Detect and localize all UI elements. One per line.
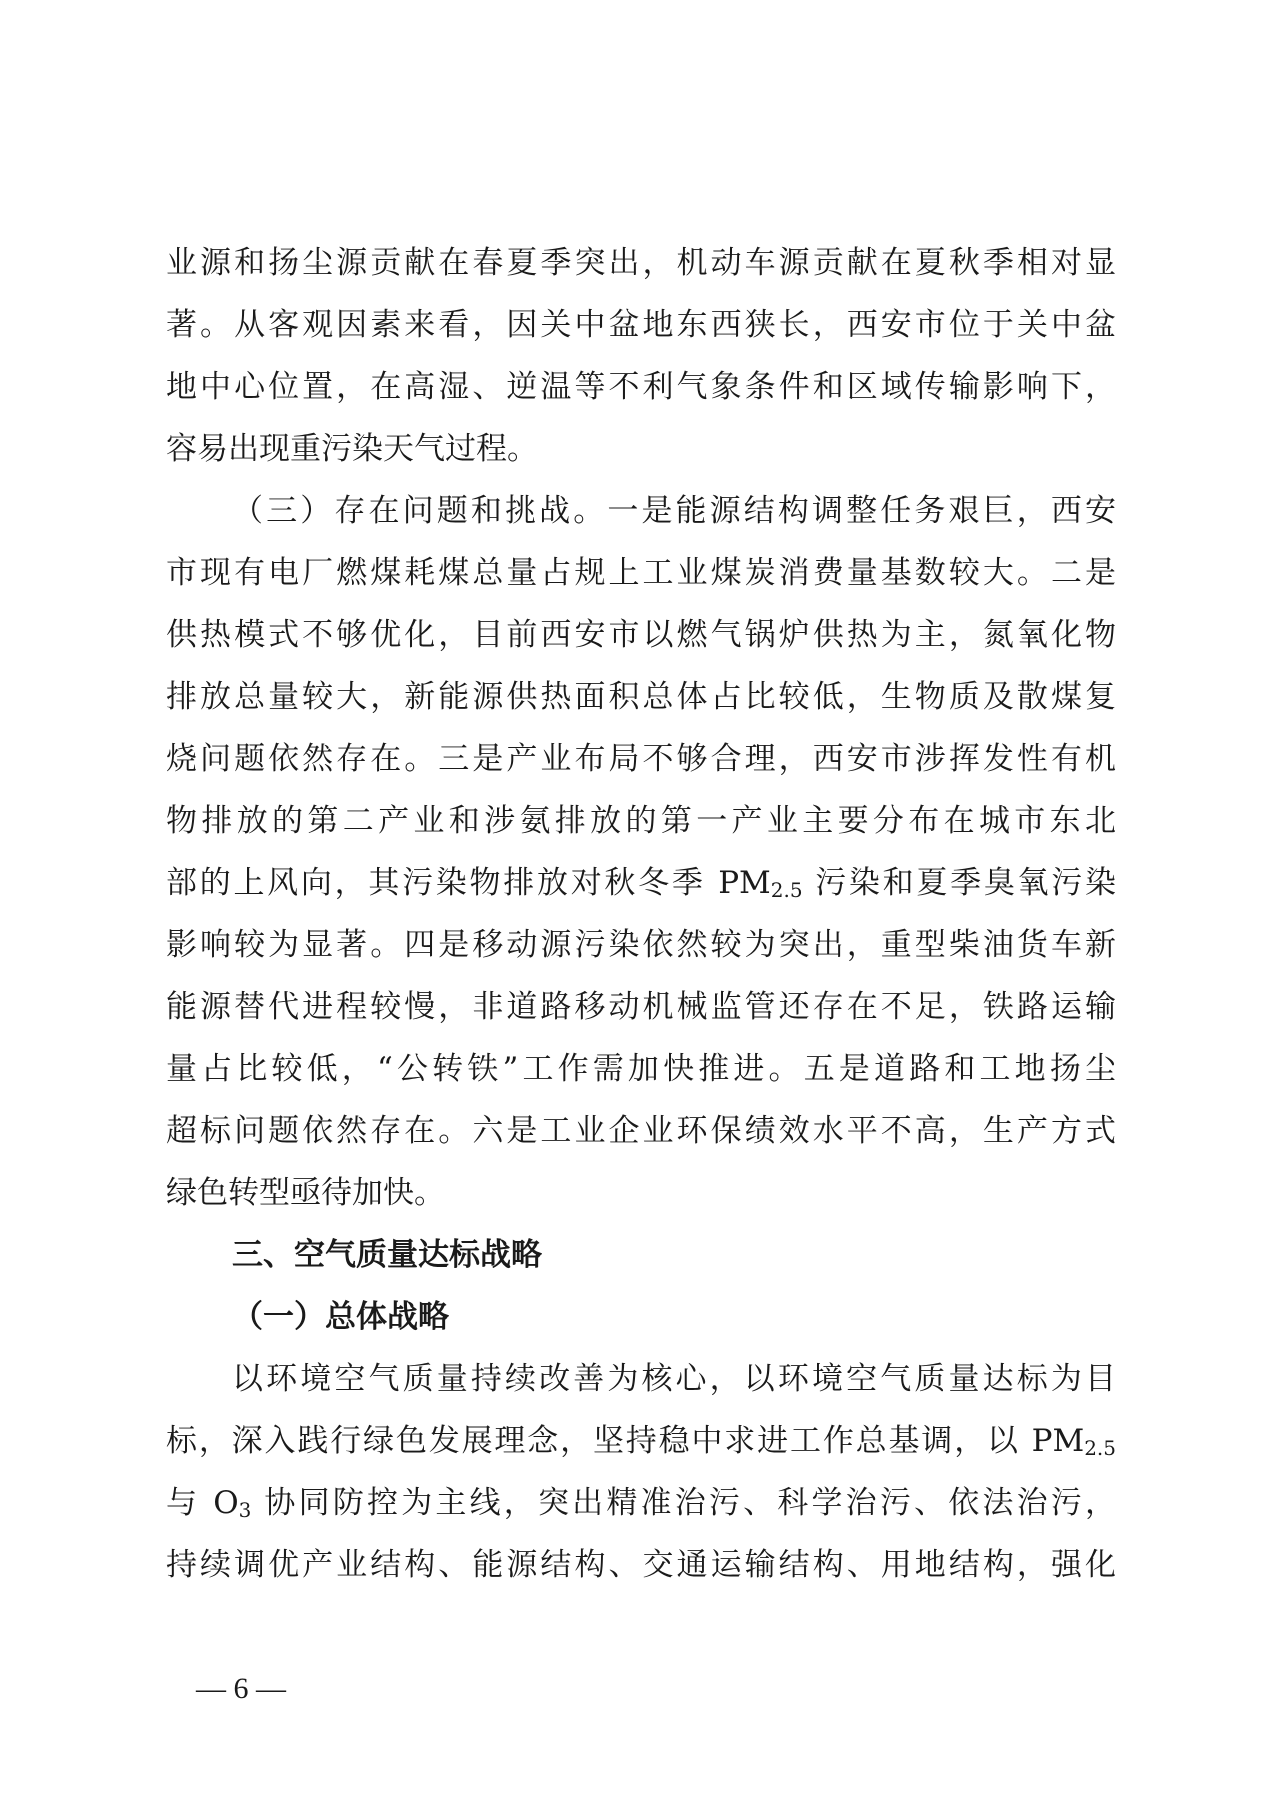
text-line: 供热模式不够优化，目前西安市以燃气锅炉供热为主，氮氧化物 — [166, 617, 1116, 653]
text-line: 地中心位置，在高湿、逆温等不利气象条件和区域传输影响下， — [166, 369, 1116, 405]
page-number: — 6 — — [196, 1672, 286, 1705]
text-line: 持续调优产业结构、能源结构、交通运输结构、用地结构，强化 — [166, 1547, 1116, 1583]
text-line — [166, 1472, 1116, 1534]
text-line — [166, 1410, 1116, 1472]
paragraph — [166, 480, 1116, 1224]
text-line: 市现有电厂燃煤耗煤总量占规上工业煤炭消费量基数较大。二是 — [166, 555, 1116, 591]
text-line: 以环境空气质量持续改善为核心，以环境空气质量达标为目 — [232, 1361, 1116, 1397]
text-fragment: 标，深入践行绿色发展理念，坚持稳中求进工作总基调，以 PM — [166, 1423, 1085, 1459]
text-fragment: 协同防控为主线，突出精准治污、科学治污、依法治污， — [251, 1485, 1116, 1521]
text-line: 超标问题依然存在。六是工业企业环保绩效水平不高，生产方式 — [166, 1113, 1116, 1149]
document-body — [166, 232, 1116, 1596]
subscript: 2.5 — [1084, 1436, 1116, 1460]
text-line — [166, 852, 1116, 914]
subscript: 3 — [238, 1498, 252, 1522]
text-line: 业源和扬尘源贡献在春夏季突出，机动车源贡献在夏秋季相对显 — [166, 245, 1116, 281]
text-line: 烧问题依然存在。三是产业布局不够合理，西安市涉挥发性有机 — [166, 741, 1116, 777]
paragraph — [166, 232, 1116, 480]
subsection-heading: （一）总体战略 — [232, 1299, 449, 1335]
text-line: 排放总量较大，新能源供热面积总体占比较低，生物质及散煤复 — [166, 679, 1116, 715]
text-line: 容易出现重污染天气过程。 — [166, 431, 538, 467]
text-line: 著。从客观因素来看，因关中盆地东西狭长，西安市位于关中盆 — [166, 307, 1116, 343]
text-line: 物排放的第二产业和涉氨排放的第一产业主要分布在城市东北 — [166, 803, 1116, 839]
text-line: 绿色转型亟待加快。 — [166, 1175, 445, 1211]
text-line: 能源替代进程较慢，非道路移动机械监管还存在不足，铁路运输 — [166, 989, 1116, 1025]
text-line: 影响较为显著。四是移动源污染依然较为突出，重型柴油货车新 — [166, 927, 1116, 963]
text-fragment: 污染和夏季臭氧污染 — [802, 865, 1116, 901]
text-line: （三）存在问题和挑战。一是能源结构调整任务艰巨，西安 — [232, 493, 1116, 529]
subscript: 2.5 — [770, 878, 803, 902]
paragraph — [166, 1348, 1116, 1596]
text-fragment: 部的上风向，其污染物排放对秋冬季 PM — [166, 865, 771, 901]
text-fragment: 与 O — [166, 1485, 239, 1521]
section-heading: 三、空气质量达标战略 — [232, 1237, 542, 1273]
text-line: 量占比较低，“公转铁”工作需加快推进。五是道路和工地扬尘 — [166, 1051, 1116, 1087]
